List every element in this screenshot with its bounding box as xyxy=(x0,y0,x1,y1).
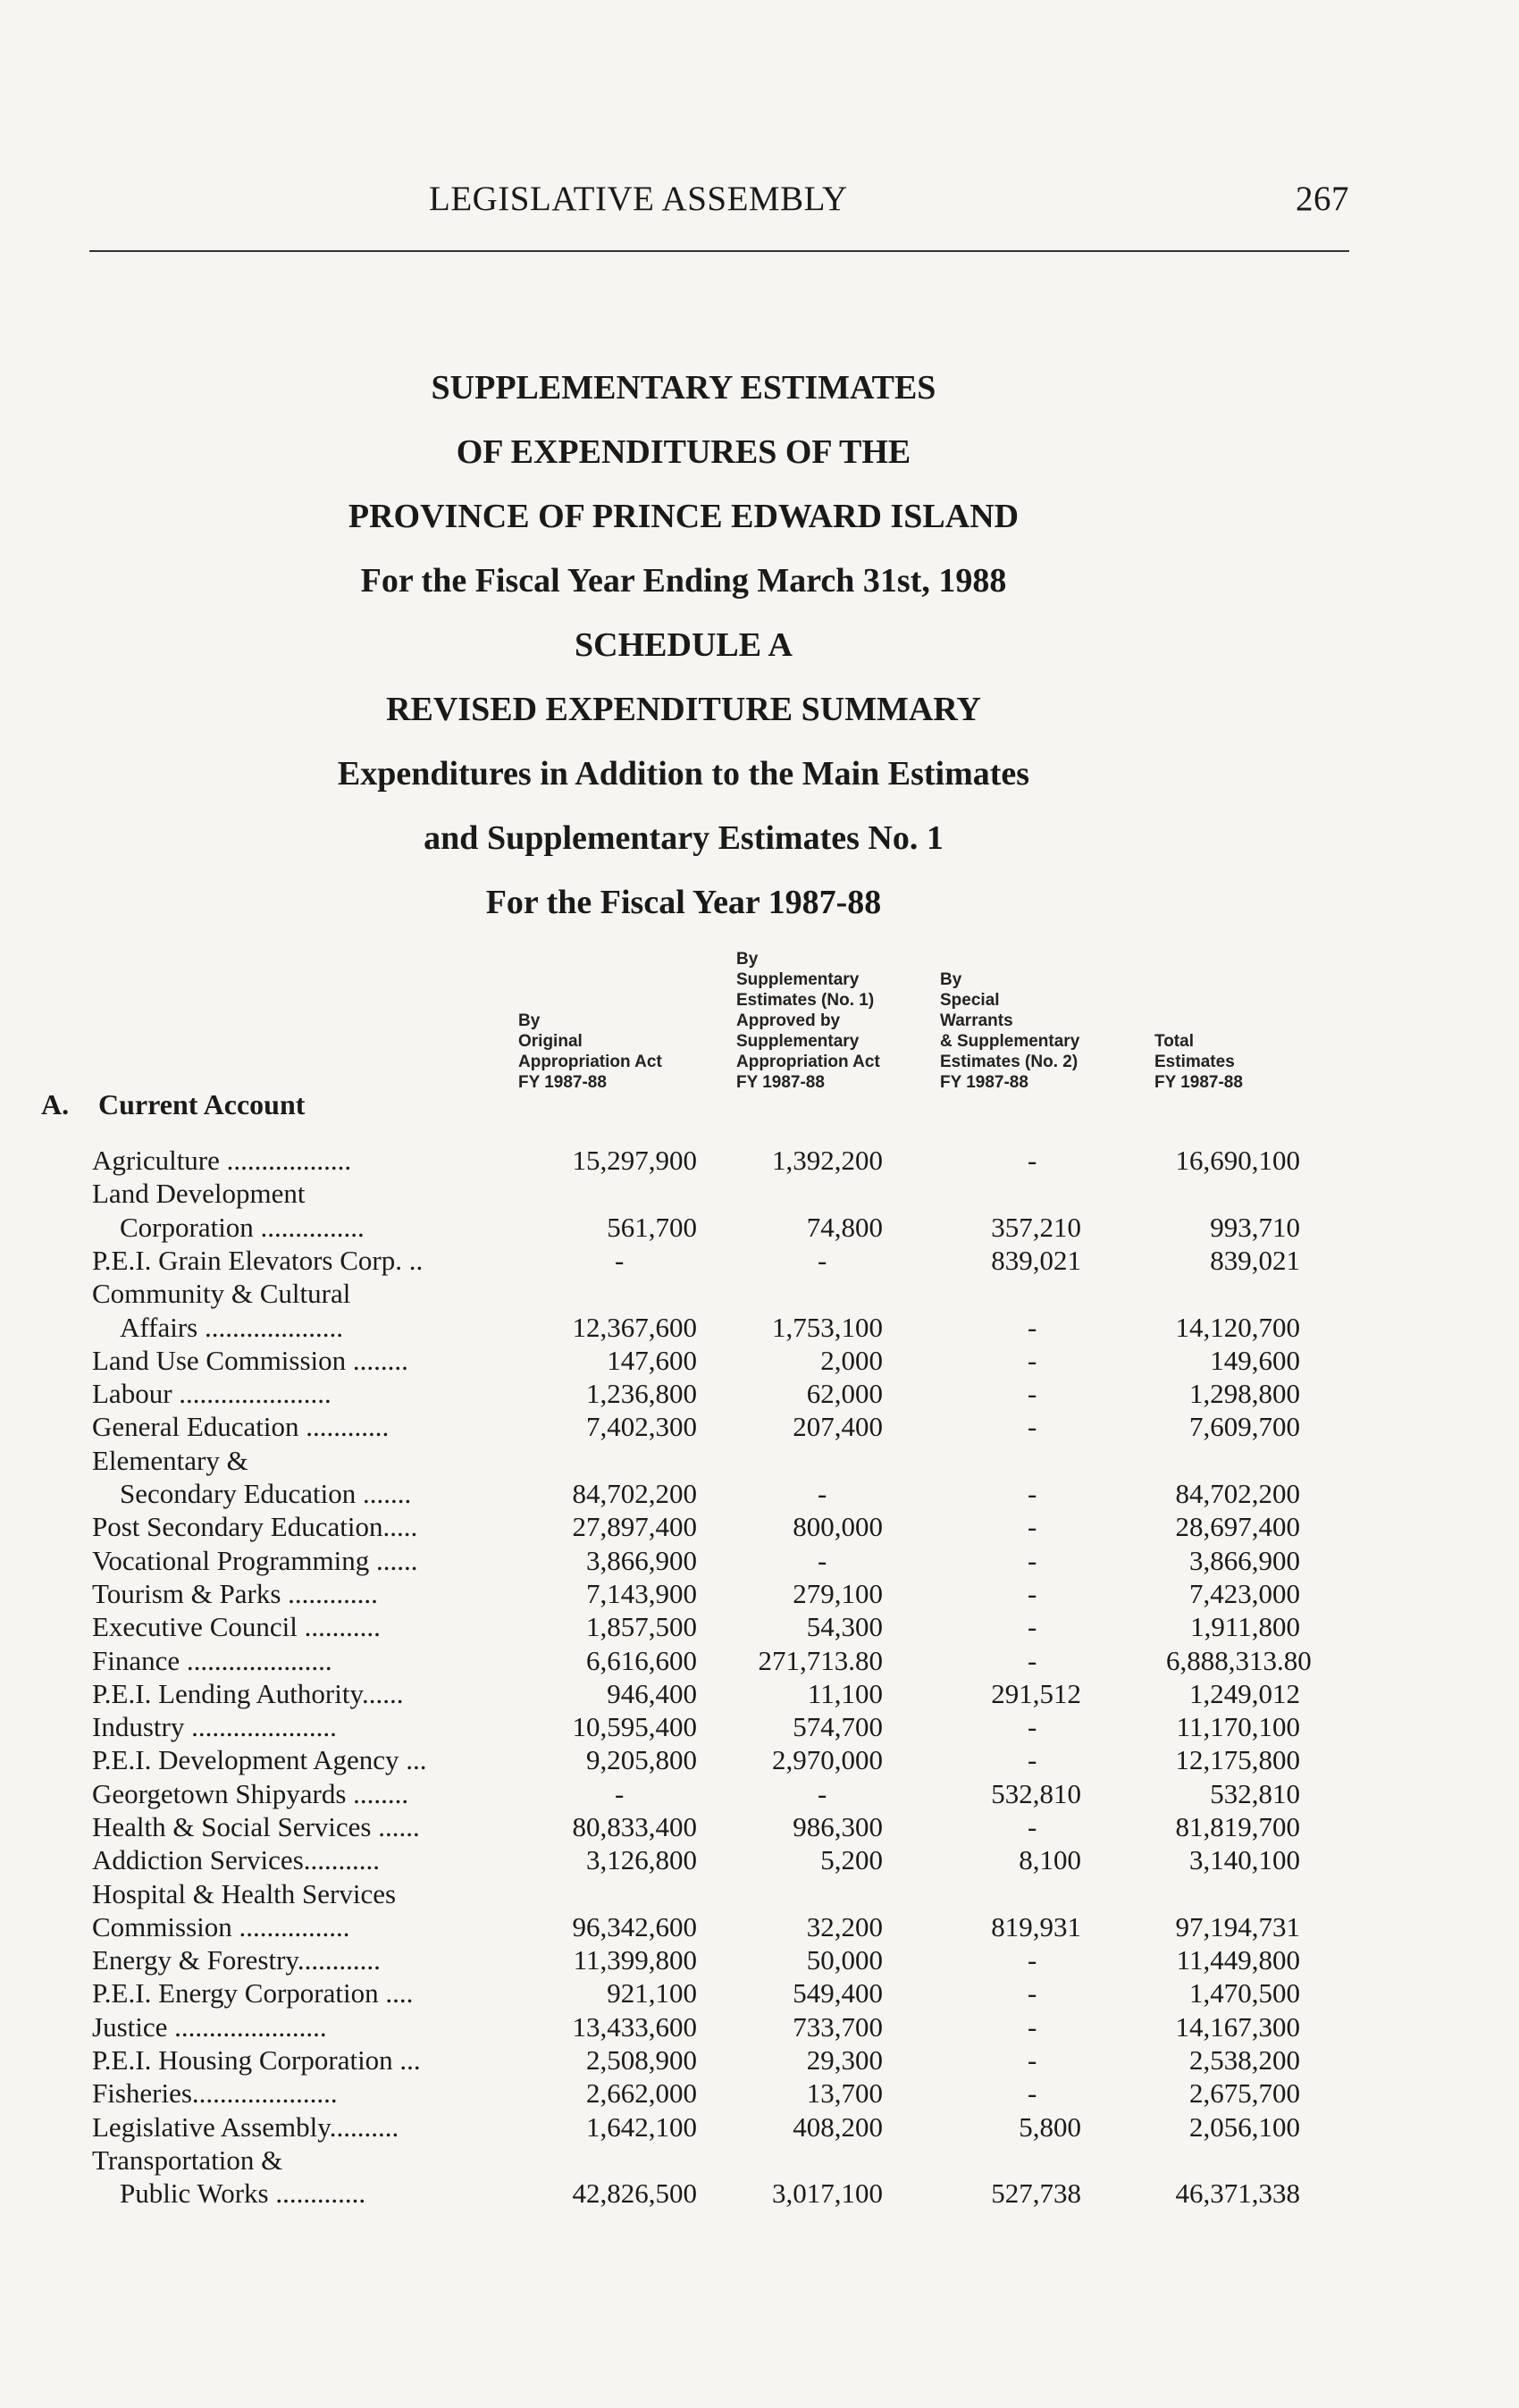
supplementary-estimate-cell: 3,017,100 xyxy=(772,2177,883,2209)
original-appropriation-cell: 6,616,600 xyxy=(586,1645,697,1676)
supplementary-estimate-cell: 74,800 xyxy=(806,1212,883,1243)
original-appropriation-cell: 147,600 xyxy=(607,1345,697,1376)
original-appropriation-cell: 2,662,000 xyxy=(586,2077,697,2109)
special-warrant-cell: 357,210 xyxy=(991,1212,1081,1243)
row-label: Public Works ............. xyxy=(120,2177,366,2209)
special-warrant-cell: - xyxy=(1028,1611,1037,1642)
total-estimate-cell: 532,810 xyxy=(1210,1778,1300,1809)
supplementary-estimate-cell: 279,100 xyxy=(793,1578,883,1609)
special-warrant-cell: - xyxy=(1028,1944,1037,1976)
special-warrant-cell: - xyxy=(1028,1545,1037,1576)
supplementary-estimate-cell: - xyxy=(818,1245,827,1276)
total-estimate-cell: 993,710 xyxy=(1210,1212,1300,1243)
original-appropriation-cell: 1,642,100 xyxy=(586,2111,697,2143)
row-label: P.E.I. Energy Corporation .... xyxy=(92,1977,414,2009)
page-number: 267 xyxy=(1296,180,1349,218)
total-estimate-cell: 14,120,700 xyxy=(1175,1312,1300,1343)
total-estimate-cell: 6,888,313.80 xyxy=(1166,1645,1312,1676)
special-warrant-cell: - xyxy=(1028,1345,1037,1376)
original-appropriation-cell: 7,402,300 xyxy=(586,1411,697,1442)
original-appropriation-cell: 42,826,500 xyxy=(572,2177,697,2209)
row-label: Secondary Education ....... xyxy=(120,1478,412,1509)
table-row xyxy=(0,1244,1519,1278)
total-estimate-cell: 3,140,100 xyxy=(1189,1844,1300,1875)
table-row xyxy=(0,1743,1519,1777)
row-label: Hospital & Health Services xyxy=(92,1878,397,1909)
table-row xyxy=(0,1777,1519,1811)
special-warrant-cell: 291,512 xyxy=(991,1678,1081,1709)
supplementary-estimate-cell: 2,000 xyxy=(820,1345,883,1376)
special-warrant-cell: 839,021 xyxy=(991,1245,1081,1276)
title-line: SUPPLEMENTARY ESTIMATES xyxy=(431,369,936,407)
special-warrant-cell: 532,810 xyxy=(991,1778,1081,1809)
table-row xyxy=(0,1477,1519,1511)
row-label: P.E.I. Housing Corporation ... xyxy=(92,2044,421,2076)
original-appropriation-cell: 96,342,600 xyxy=(572,1911,697,1942)
supplementary-estimate-cell: 62,000 xyxy=(806,1378,883,1409)
special-warrant-cell: - xyxy=(1028,1378,1037,1409)
supplementary-estimate-cell: 32,200 xyxy=(806,1911,883,1942)
row-label: Land Development xyxy=(92,1178,306,1209)
title-line: For the Fiscal Year 1987-88 xyxy=(485,884,882,921)
original-appropriation-cell: 2,508,900 xyxy=(586,2044,697,2076)
original-appropriation-cell: 11,399,800 xyxy=(573,1944,697,1976)
row-label: Fisheries..................... xyxy=(92,2077,338,2109)
table-row xyxy=(0,2144,1519,2177)
table-row xyxy=(0,1510,1519,1544)
header-rule xyxy=(89,250,1349,252)
supplementary-estimate-cell: 408,200 xyxy=(793,2111,883,2143)
column-header-special-warrants: By Special Warrants & Supplementary Estimates (No. 2) FY 1987-88 xyxy=(940,970,1080,1092)
original-appropriation-cell: 1,857,500 xyxy=(586,1611,697,1642)
total-estimate-cell: 1,298,800 xyxy=(1189,1378,1300,1409)
row-label: P.E.I. Lending Authority...... xyxy=(92,1678,404,1709)
original-appropriation-cell: - xyxy=(615,1778,625,1809)
special-warrant-cell: - xyxy=(1028,1411,1037,1442)
total-estimate-cell: 1,470,500 xyxy=(1189,1977,1300,2009)
supplementary-estimate-cell: 13,700 xyxy=(806,2077,883,2109)
supplementary-estimate-cell: 1,753,100 xyxy=(772,1312,883,1343)
running-header-title: LEGISLATIVE ASSEMBLY xyxy=(429,180,848,218)
total-estimate-cell: 14,167,300 xyxy=(1175,2011,1300,2043)
total-estimate-cell: 1,911,800 xyxy=(1190,1611,1300,1642)
table-row xyxy=(0,1444,1519,1478)
table-row xyxy=(0,2043,1519,2077)
supplementary-estimate-cell: 5,200 xyxy=(820,1844,883,1875)
table-row xyxy=(0,1877,1519,1911)
original-appropriation-cell: 9,205,800 xyxy=(586,1744,697,1775)
total-estimate-cell: 2,538,200 xyxy=(1189,2044,1300,2076)
original-appropriation-cell: 1,236,800 xyxy=(586,1378,697,1409)
table-row xyxy=(0,1344,1519,1378)
title-line: OF EXPENDITURES OF THE xyxy=(456,433,911,471)
row-label: Finance ..................... xyxy=(92,1645,332,1676)
table-row xyxy=(0,1410,1519,1444)
total-estimate-cell: 3,866,900 xyxy=(1189,1545,1300,1576)
supplementary-estimate-cell: 29,300 xyxy=(806,2044,883,2076)
special-warrant-cell: - xyxy=(1028,1977,1037,2009)
row-label: Industry ..................... xyxy=(92,1711,337,1742)
special-warrant-cell: - xyxy=(1028,1744,1037,1775)
table-row xyxy=(0,1677,1519,1711)
row-label: Commission ................ xyxy=(92,1911,350,1942)
row-label: Tourism & Parks ............. xyxy=(92,1578,378,1609)
special-warrant-cell: - xyxy=(1028,1645,1037,1676)
total-estimate-cell: 2,675,700 xyxy=(1189,2077,1300,2109)
total-estimate-cell: 16,690,100 xyxy=(1175,1145,1300,1176)
table-row xyxy=(0,1976,1519,2010)
supplementary-estimate-cell: 800,000 xyxy=(793,1511,883,1542)
supplementary-estimate-cell: 50,000 xyxy=(806,1944,883,1976)
total-estimate-cell: 839,021 xyxy=(1210,1245,1300,1276)
special-warrant-cell: - xyxy=(1028,1578,1037,1609)
table-row xyxy=(0,1277,1519,1311)
original-appropriation-cell: - xyxy=(615,1245,625,1276)
original-appropriation-cell: 84,702,200 xyxy=(572,1478,697,1509)
row-label: Elementary & xyxy=(92,1445,248,1476)
table-row xyxy=(0,1311,1519,1345)
table-row xyxy=(0,2177,1519,2211)
table-row xyxy=(0,1843,1519,1877)
total-estimate-cell: 28,697,400 xyxy=(1175,1511,1300,1542)
supplementary-estimate-cell: 549,400 xyxy=(793,1977,883,2009)
special-warrant-cell: - xyxy=(1028,1511,1037,1542)
original-appropriation-cell: 15,297,900 xyxy=(572,1145,697,1176)
title-line: Expenditures in Addition to the Main Estimates xyxy=(337,755,1030,793)
total-estimate-cell: 1,249,012 xyxy=(1189,1678,1300,1709)
section-heading xyxy=(41,1088,305,1121)
title-line: SCHEDULE A xyxy=(575,626,793,664)
supplementary-estimate-cell: 2,970,000 xyxy=(772,1744,883,1775)
row-label: Energy & Forestry............ xyxy=(92,1944,381,1976)
row-label: Executive Council ........... xyxy=(92,1611,381,1642)
table-row xyxy=(0,1577,1519,1611)
original-appropriation-cell: 13,433,600 xyxy=(572,2011,697,2043)
table-row xyxy=(0,2010,1519,2044)
supplementary-estimate-cell: 1,392,200 xyxy=(772,1145,883,1176)
special-warrant-cell: 527,738 xyxy=(991,2177,1081,2209)
row-label: Corporation ............... xyxy=(120,1212,365,1243)
special-warrant-cell: 819,931 xyxy=(991,1911,1081,1942)
special-warrant-cell: 8,100 xyxy=(1019,1844,1081,1875)
original-appropriation-cell: 561,700 xyxy=(607,1212,697,1243)
original-appropriation-cell: 7,143,900 xyxy=(586,1578,697,1609)
title-line: PROVINCE OF PRINCE EDWARD ISLAND xyxy=(348,498,1020,535)
special-warrant-cell: - xyxy=(1028,2077,1037,2109)
table-row xyxy=(0,1710,1519,1744)
column-header-supplementary: By Supplementary Estimates (No. 1) Approved by Supplementary Appropriation Act FY 1987-88 xyxy=(736,950,880,1092)
row-label: Post Secondary Education..... xyxy=(92,1511,418,1542)
supplementary-estimate-cell: - xyxy=(818,1545,827,1576)
original-appropriation-cell: 921,100 xyxy=(607,1977,697,2009)
supplementary-estimate-cell: 207,400 xyxy=(793,1411,883,1442)
table-row xyxy=(0,2077,1519,2110)
supplementary-estimate-cell: 986,300 xyxy=(793,1811,883,1842)
table-row xyxy=(0,1910,1519,1944)
row-label: Legislative Assembly.......... xyxy=(92,2111,399,2143)
total-estimate-cell: 12,175,800 xyxy=(1175,1744,1300,1775)
total-estimate-cell: 11,449,800 xyxy=(1176,1944,1300,1976)
row-label: Vocational Programming ...... xyxy=(92,1545,418,1576)
total-estimate-cell: 7,423,000 xyxy=(1189,1578,1300,1609)
column-header-original: By Original Appropriation Act FY 1987-88 xyxy=(518,1011,662,1092)
total-estimate-cell: 46,371,338 xyxy=(1175,2177,1300,2209)
row-label: General Education ............ xyxy=(92,1411,390,1442)
title-line: REVISED EXPENDITURE SUMMARY xyxy=(386,691,981,728)
title-block xyxy=(0,356,1367,935)
original-appropriation-cell: 10,595,400 xyxy=(572,1711,697,1742)
row-label: Land Use Commission ........ xyxy=(92,1345,408,1376)
table-row xyxy=(0,1810,1519,1844)
row-label: Transportation & xyxy=(92,2144,283,2176)
title-line: For the Fiscal Year Ending March 31st, 1988 xyxy=(360,562,1007,600)
special-warrant-cell: - xyxy=(1028,1478,1037,1509)
row-label: P.E.I. Grain Elevators Corp. .. xyxy=(92,1245,424,1276)
total-estimate-cell: 7,609,700 xyxy=(1189,1411,1300,1442)
special-warrant-cell: - xyxy=(1028,1145,1037,1176)
original-appropriation-cell: 3,866,900 xyxy=(586,1545,697,1576)
special-warrant-cell: - xyxy=(1028,1711,1037,1742)
table-row xyxy=(0,1144,1519,1178)
total-estimate-cell: 81,819,700 xyxy=(1175,1811,1300,1842)
row-label: Health & Social Services ...... xyxy=(92,1811,420,1842)
special-warrant-cell: - xyxy=(1028,2044,1037,2076)
original-appropriation-cell: 80,833,400 xyxy=(572,1811,697,1842)
row-label: Addiction Services........... xyxy=(92,1844,381,1875)
table-row xyxy=(0,1211,1519,1245)
row-label: Affairs .................... xyxy=(120,1312,343,1343)
special-warrant-cell: - xyxy=(1028,1312,1037,1343)
total-estimate-cell: 97,194,731 xyxy=(1175,1911,1300,1942)
table-row xyxy=(0,2110,1519,2144)
row-label: P.E.I. Development Agency ... xyxy=(92,1744,427,1775)
original-appropriation-cell: 27,897,400 xyxy=(572,1511,697,1542)
table-row xyxy=(0,1177,1519,1211)
supplementary-estimate-cell: 54,300 xyxy=(806,1611,883,1642)
row-label: Agriculture .................. xyxy=(92,1145,352,1176)
table-row xyxy=(0,1610,1519,1644)
total-estimate-cell: 11,170,100 xyxy=(1176,1711,1300,1742)
section-letter: A. xyxy=(41,1088,70,1120)
original-appropriation-cell: 12,367,600 xyxy=(572,1312,697,1343)
table-row xyxy=(0,1644,1519,1678)
supplementary-estimate-cell: 11,100 xyxy=(807,1678,883,1709)
special-warrant-cell: - xyxy=(1028,2011,1037,2043)
special-warrant-cell: 5,800 xyxy=(1019,2111,1081,2143)
supplementary-estimate-cell: - xyxy=(818,1778,827,1809)
supplementary-estimate-cell: 271,713.80 xyxy=(758,1645,883,1676)
title-line: and Supplementary Estimates No. 1 xyxy=(424,819,944,857)
row-label: Community & Cultural xyxy=(92,1278,351,1309)
row-label: Labour ...................... xyxy=(92,1378,331,1409)
table-row xyxy=(0,1943,1519,1977)
original-appropriation-cell: 3,126,800 xyxy=(586,1844,697,1875)
special-warrant-cell: - xyxy=(1028,1811,1037,1842)
table-row xyxy=(0,1377,1519,1411)
supplementary-estimate-cell: - xyxy=(818,1478,827,1509)
total-estimate-cell: 2,056,100 xyxy=(1189,2111,1300,2143)
total-estimate-cell: 84,702,200 xyxy=(1175,1478,1300,1509)
original-appropriation-cell: 946,400 xyxy=(607,1678,697,1709)
supplementary-estimate-cell: 574,700 xyxy=(793,1711,883,1742)
row-label: Georgetown Shipyards ........ xyxy=(92,1778,409,1809)
total-estimate-cell: 149,600 xyxy=(1210,1345,1300,1376)
table-row xyxy=(0,1544,1519,1578)
section-title: Current Account xyxy=(98,1088,306,1120)
row-label: Justice ...................... xyxy=(92,2011,327,2043)
supplementary-estimate-cell: 733,700 xyxy=(793,2011,883,2043)
column-header-total: Total Estimates FY 1987-88 xyxy=(1154,1032,1243,1092)
